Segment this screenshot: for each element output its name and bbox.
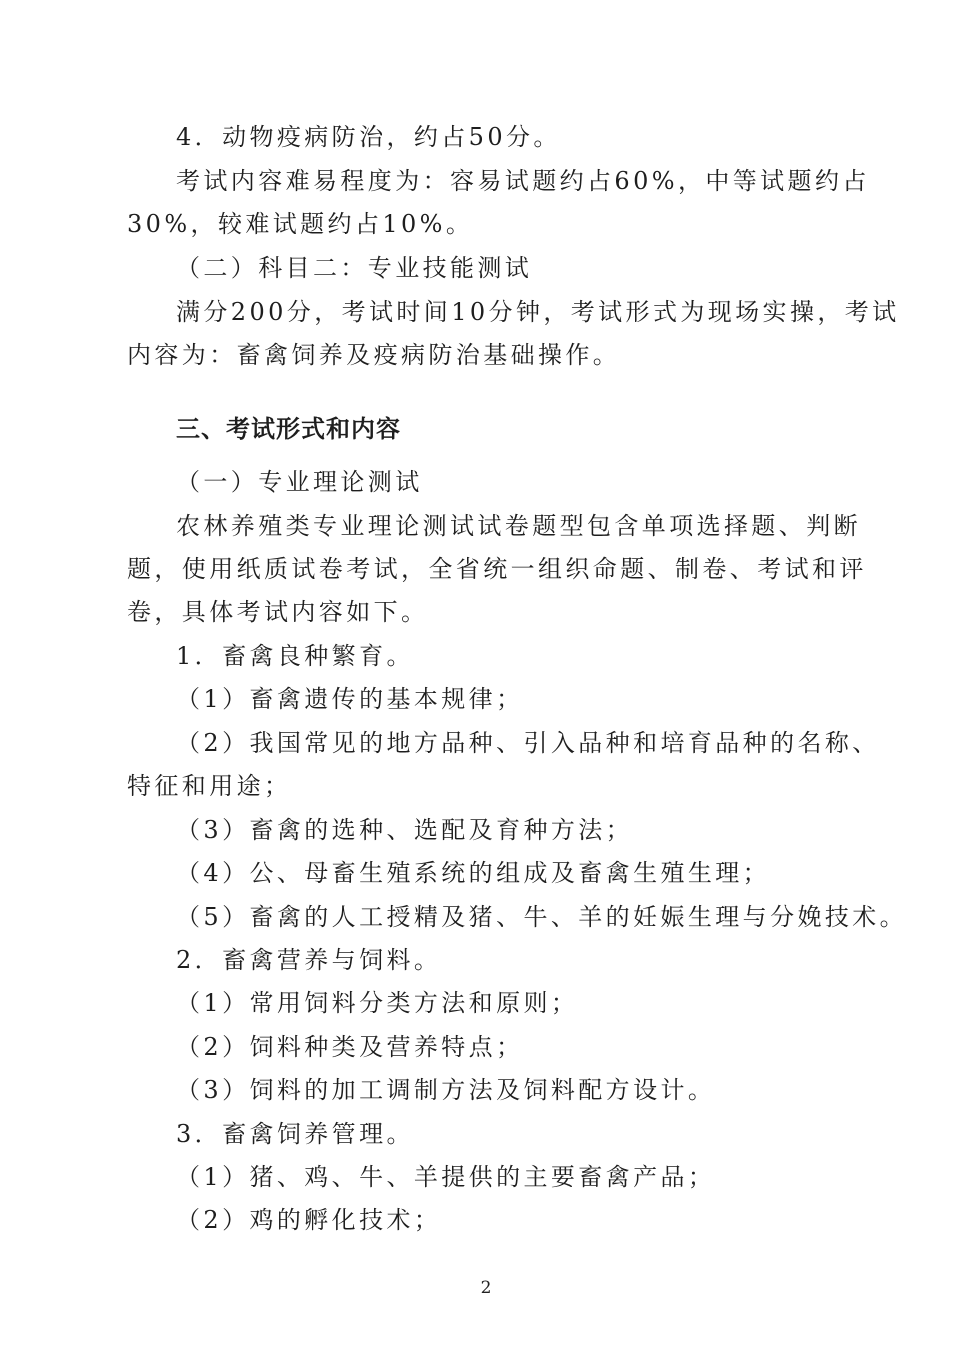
list-subitem: （5）畜禽的人工授精及猪、牛、羊的妊娠生理与分娩技术。 [176, 903, 908, 931]
list-subitem-cont: 特征和用途； [127, 772, 292, 800]
paragraph-skill-test-cont: 内容为：畜禽饲养及疫病防治基础操作。 [127, 341, 621, 369]
paragraph-skill-test: 满分200分，考试时间10分钟，考试形式为现场实操，考试 [176, 298, 900, 326]
section-heading-exam-format: 三、考试形式和内容 [176, 415, 401, 443]
list-subitem: （2）我国常见的地方品种、引入品种和培育品种的名称、 [176, 729, 880, 757]
paragraph-theory-cont-2: 卷，具体考试内容如下。 [127, 598, 429, 626]
list-subitem: （2）饲料种类及营养特点； [176, 1033, 524, 1061]
page-number: 2 [480, 1278, 492, 1298]
list-subitem: （3）畜禽的选种、选配及育种方法； [176, 816, 634, 844]
list-subitem: （1）常用饲料分类方法和原则； [176, 989, 579, 1017]
paragraph-difficulty: 考试内容难易程度为：容易试题约占60%，中等试题约占 [176, 167, 870, 195]
paragraph-theory-cont-1: 题，使用纸质试卷考试，全省统一组织命题、制卷、考试和评 [127, 555, 867, 583]
subheading-subject-two: （二）科目二：专业技能测试 [176, 254, 533, 282]
paragraph-theory: 农林养殖类专业理论测试试卷题型包含单项选择题、判断 [176, 512, 861, 540]
list-item-breeding: 1．畜禽良种繁育。 [176, 642, 414, 670]
list-subitem: （1）畜禽遗传的基本规律； [176, 685, 524, 713]
list-item-management: 3．畜禽饲养管理。 [176, 1120, 414, 1148]
list-item-nutrition: 2．畜禽营养与饲料。 [176, 946, 442, 974]
list-subitem: （4）公、母畜生殖系统的组成及畜禽生殖生理； [176, 859, 771, 887]
paragraph-difficulty-cont: 30%，较难试题约占10%。 [127, 210, 474, 238]
list-subitem: （3）饲料的加工调制方法及饲料配方设计。 [176, 1076, 716, 1104]
subheading-theory-test: （一）专业理论测试 [176, 468, 423, 496]
list-subitem: （1）猪、鸡、牛、羊提供的主要畜禽产品； [176, 1163, 716, 1191]
list-item-animal-disease: 4．动物疫病防治，约占50分。 [176, 123, 561, 151]
list-subitem: （2）鸡的孵化技术； [176, 1206, 442, 1234]
